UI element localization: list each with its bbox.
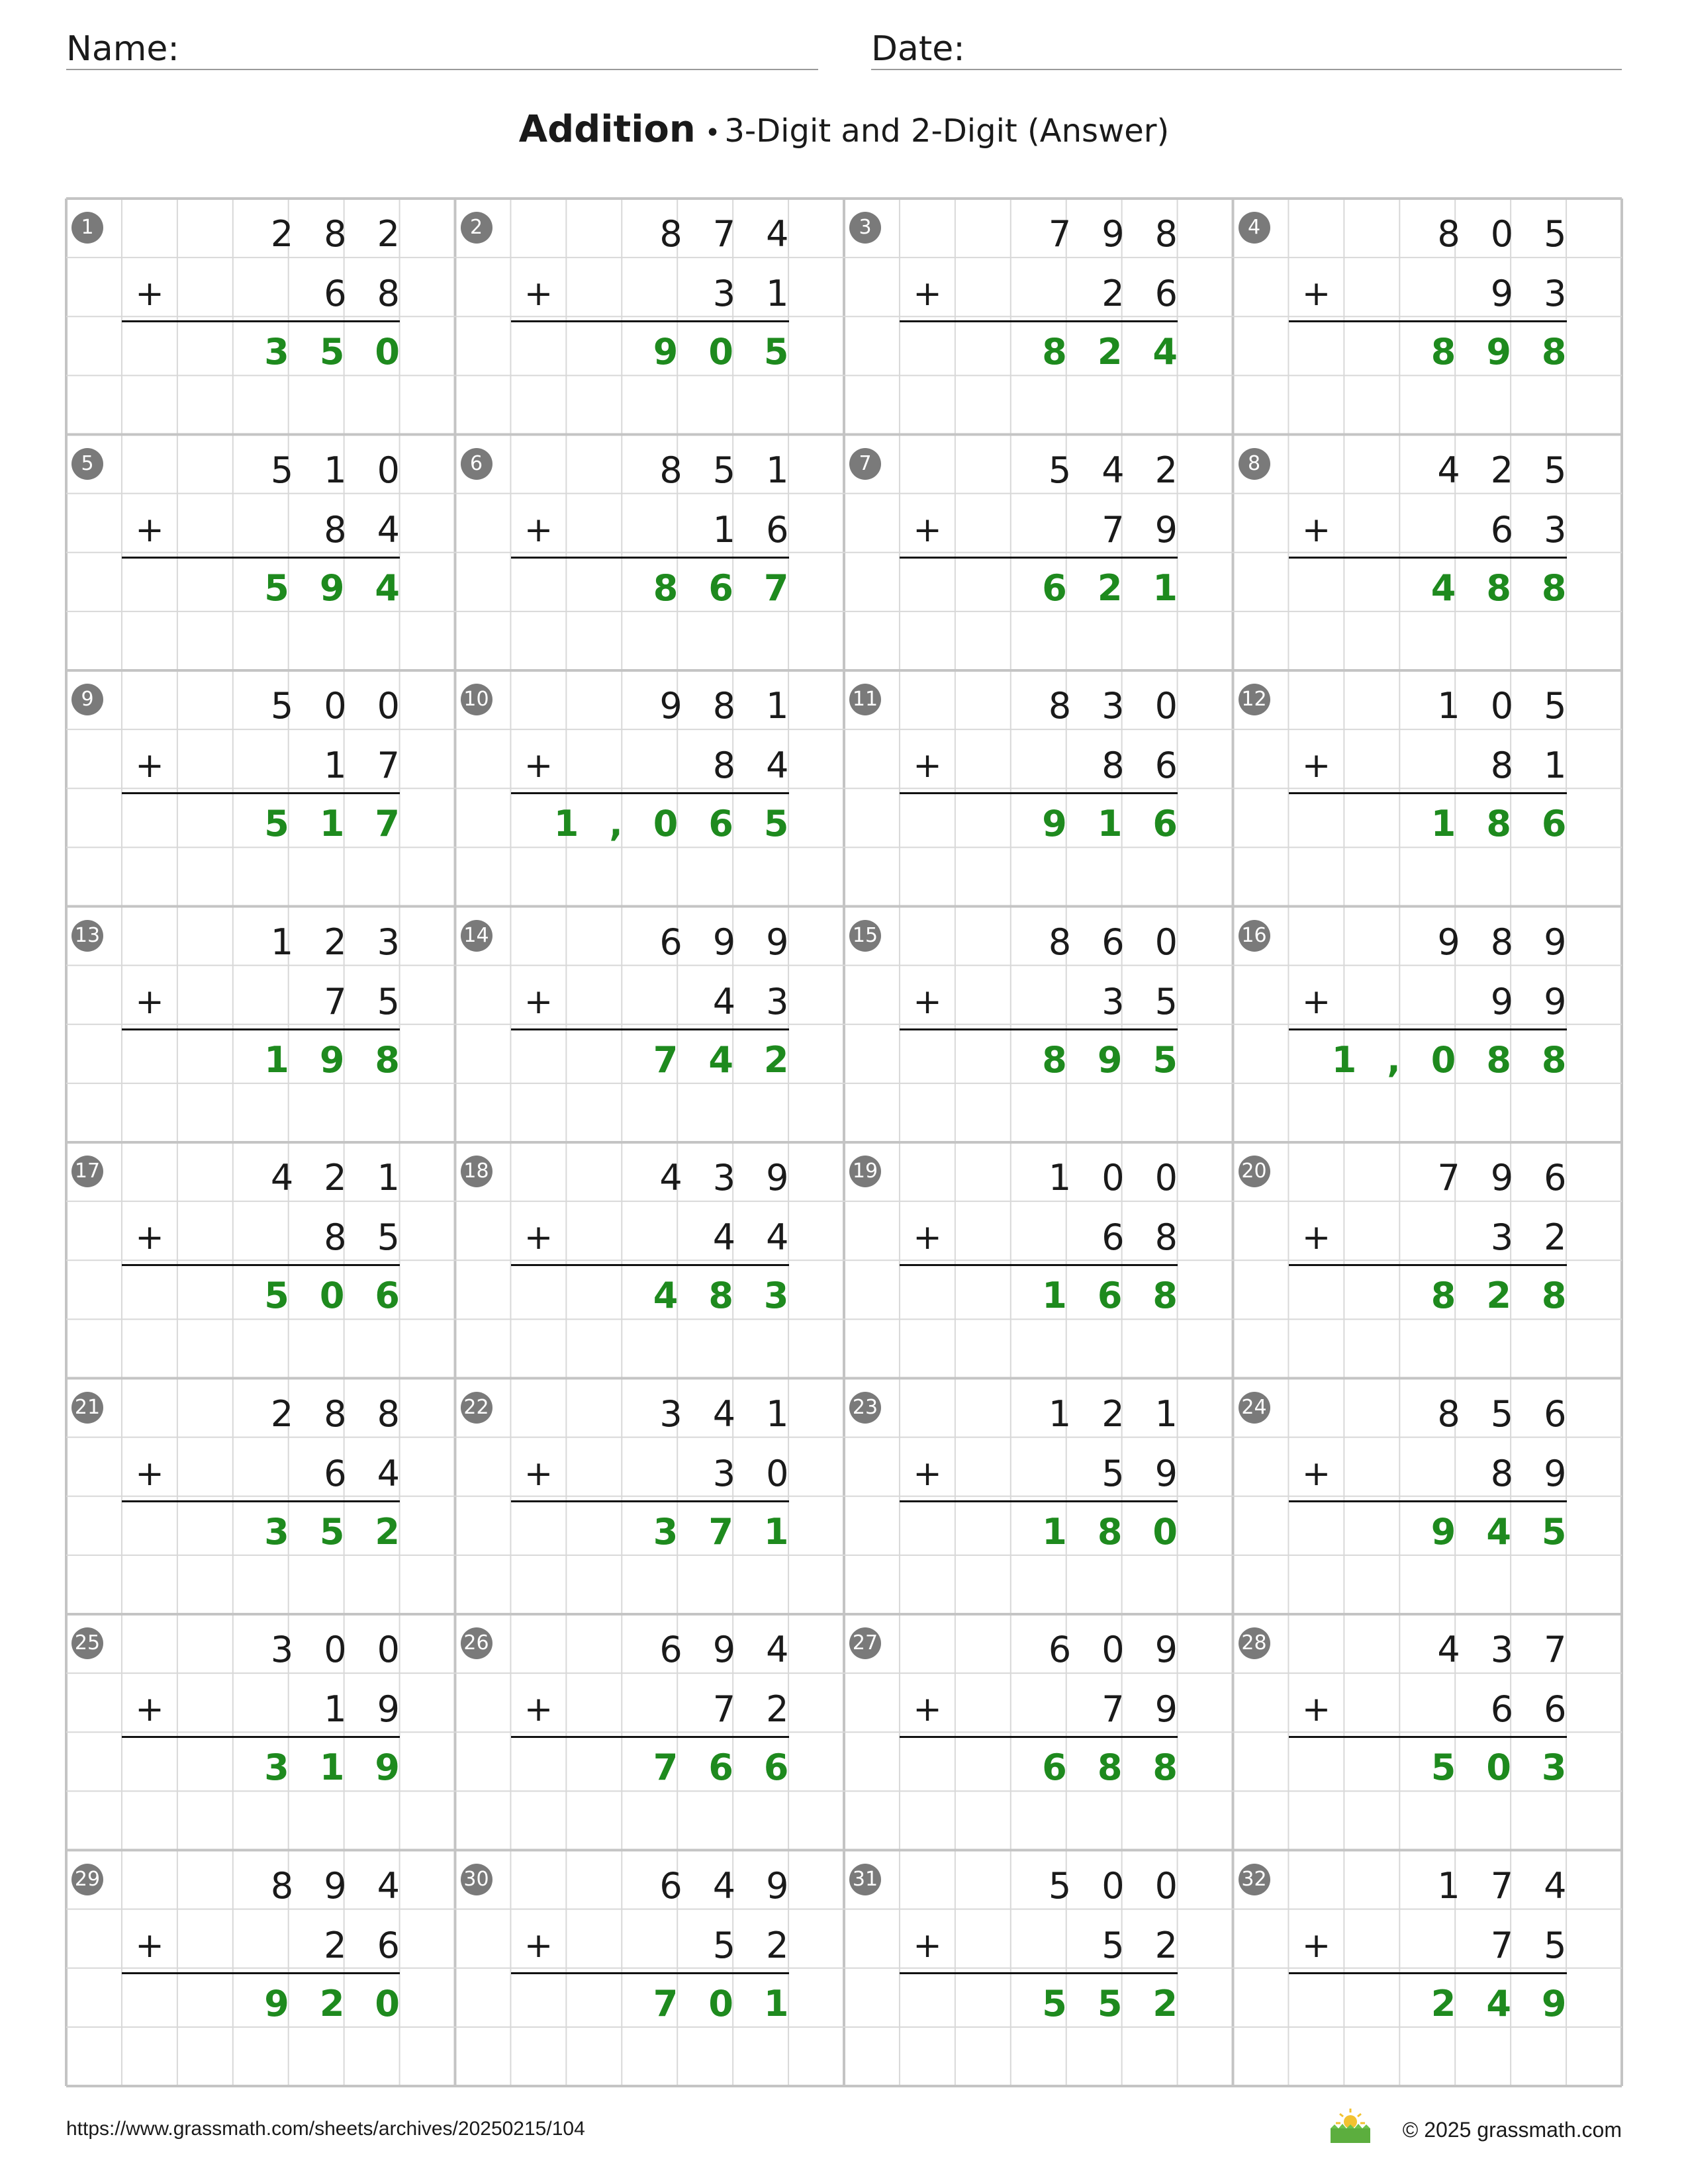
problem-4 xyxy=(1233,199,1622,434)
problem-13 xyxy=(66,907,455,1142)
sum-line xyxy=(1289,1972,1567,1974)
answer: 824 xyxy=(1042,331,1208,373)
answer: 742 xyxy=(653,1038,820,1081)
addend-top: 425 xyxy=(1437,449,1597,491)
addend-top: 609 xyxy=(1048,1629,1208,1670)
footer-url: https://www.grassmath.com/sheets/archives/20250215/104 xyxy=(66,2118,585,2140)
addend-bottom: 84 xyxy=(712,745,820,786)
addend-bottom: 64 xyxy=(324,1452,430,1494)
problem-number-badge: 5 xyxy=(71,448,103,480)
sum-line xyxy=(511,792,789,794)
problem-3 xyxy=(844,199,1233,434)
plus-sign: + xyxy=(913,1690,942,1729)
addend-bottom: 75 xyxy=(324,980,430,1023)
date-label: Date: xyxy=(871,29,965,69)
addend-bottom: 35 xyxy=(1102,980,1208,1023)
problem-number-badge: 24 xyxy=(1239,1392,1270,1424)
addend-top: 894 xyxy=(270,1864,430,1907)
problem-number-badge: 31 xyxy=(849,1864,881,1895)
answer: 828 xyxy=(1430,1275,1597,1316)
problem-number-badge: 18 xyxy=(461,1156,492,1187)
addend-bottom: 75 xyxy=(1490,1924,1597,1966)
problem-23 xyxy=(844,1379,1233,1614)
addend-bottom: 31 xyxy=(712,273,820,314)
addend-top: 421 xyxy=(270,1157,430,1199)
problem-17 xyxy=(66,1142,455,1378)
addend-bottom: 59 xyxy=(1102,1452,1208,1494)
problem-number-badge: 1 xyxy=(71,212,103,244)
answer: 920 xyxy=(264,1982,430,2025)
answer: 506 xyxy=(264,1275,430,1316)
addend-bottom: 81 xyxy=(1490,745,1597,786)
addend-top: 798 xyxy=(1048,213,1208,255)
sum-line xyxy=(122,1028,400,1030)
addend-bottom: 68 xyxy=(324,273,430,314)
grass-sun-logo-icon xyxy=(1328,2105,1373,2144)
problem-number-badge: 15 xyxy=(849,920,881,952)
sum-line xyxy=(511,1264,789,1266)
addend-top: 649 xyxy=(659,1864,820,1907)
sum-line xyxy=(122,1736,400,1738)
sum-line xyxy=(1289,1264,1567,1266)
problem-32 xyxy=(1233,1850,1622,2086)
addend-bottom: 17 xyxy=(324,745,430,786)
sum-line xyxy=(900,792,1178,794)
plus-sign: + xyxy=(135,1690,164,1729)
problem-number-badge: 26 xyxy=(461,1627,492,1659)
plus-sign: + xyxy=(1301,1690,1331,1729)
answer: 483 xyxy=(653,1275,820,1316)
sum-line xyxy=(511,1500,789,1502)
plus-sign: + xyxy=(913,746,942,786)
addend-bottom: 89 xyxy=(1490,1452,1597,1494)
plus-sign: + xyxy=(1301,510,1331,550)
plus-sign: + xyxy=(524,510,553,550)
addend-top: 510 xyxy=(270,449,430,491)
problem-number-badge: 27 xyxy=(849,1627,881,1659)
plus-sign: + xyxy=(135,746,164,786)
plus-sign: + xyxy=(135,1925,164,1966)
plus-sign: + xyxy=(1301,746,1331,786)
plus-sign: + xyxy=(135,1218,164,1257)
problem-29 xyxy=(66,1850,455,2086)
addend-top: 121 xyxy=(1048,1392,1208,1435)
problem-25 xyxy=(66,1614,455,1850)
problem-15 xyxy=(844,907,1233,1142)
problem-24 xyxy=(1233,1379,1622,1614)
sum-line xyxy=(511,1736,789,1738)
addend-bottom: 79 xyxy=(1102,508,1208,551)
addend-bottom: 52 xyxy=(1102,1924,1208,1966)
sum-line xyxy=(1289,792,1567,794)
problem-11 xyxy=(844,670,1233,906)
answer: 168 xyxy=(1042,1275,1208,1316)
addend-bottom: 26 xyxy=(324,1924,430,1966)
sum-line xyxy=(122,1972,400,1974)
sum-line xyxy=(122,557,400,559)
addend-bottom: 63 xyxy=(1490,508,1597,551)
sum-line xyxy=(511,1028,789,1030)
problem-number-badge: 8 xyxy=(1239,448,1270,480)
answer: 552 xyxy=(1042,1982,1208,2025)
plus-sign: + xyxy=(524,1218,553,1257)
sum-line xyxy=(122,320,400,322)
addend-top: 874 xyxy=(659,213,820,255)
problem-number-badge: 30 xyxy=(461,1864,492,1895)
problem-number-badge: 21 xyxy=(71,1392,103,1424)
addend-top: 500 xyxy=(270,685,430,727)
addend-top: 500 xyxy=(1048,1864,1208,1907)
answer: 688 xyxy=(1042,1747,1208,1788)
plus-sign: + xyxy=(135,510,164,550)
answer: 517 xyxy=(264,803,430,844)
plus-sign: + xyxy=(1301,274,1331,314)
sum-line xyxy=(511,1972,789,1974)
problem-28 xyxy=(1233,1614,1622,1850)
problem-6 xyxy=(455,435,845,670)
addend-top: 805 xyxy=(1437,213,1597,255)
problem-number-badge: 19 xyxy=(849,1156,881,1187)
answer: 180 xyxy=(1042,1510,1208,1553)
addend-top: 123 xyxy=(270,921,430,963)
name-label: Name: xyxy=(66,29,179,69)
answer: 621 xyxy=(1042,567,1208,609)
answer: 352 xyxy=(264,1510,430,1553)
addend-bottom: 44 xyxy=(712,1216,820,1258)
sum-line xyxy=(900,1736,1178,1738)
problem-number-badge: 29 xyxy=(71,1864,103,1895)
sum-line xyxy=(900,1500,1178,1502)
addend-top: 989 xyxy=(1437,921,1597,963)
problem-number-badge: 28 xyxy=(1239,1627,1270,1659)
answer: 895 xyxy=(1042,1038,1208,1081)
problem-27 xyxy=(844,1614,1233,1850)
problem-number-badge: 13 xyxy=(71,920,103,952)
plus-sign: + xyxy=(913,1218,942,1257)
problem-16 xyxy=(1233,907,1622,1142)
title-subtitle: 3-Digit and 2-Digit (Answer) xyxy=(724,113,1170,150)
plus-sign: + xyxy=(1301,1925,1331,1966)
addend-top: 100 xyxy=(1048,1157,1208,1199)
problem-10 xyxy=(455,670,845,906)
problem-2 xyxy=(455,199,845,434)
plus-sign: + xyxy=(913,274,942,314)
problem-9 xyxy=(66,670,455,906)
problem-31 xyxy=(844,1850,1233,2086)
addend-top: 542 xyxy=(1048,449,1208,491)
problem-7 xyxy=(844,435,1233,670)
problem-12 xyxy=(1233,670,1622,906)
problem-5 xyxy=(66,435,455,670)
problem-number-badge: 20 xyxy=(1239,1156,1270,1187)
plus-sign: + xyxy=(524,1690,553,1729)
problem-number-badge: 9 xyxy=(71,684,103,715)
sum-line xyxy=(1289,557,1567,559)
problem-19 xyxy=(844,1142,1233,1378)
answer: 905 xyxy=(653,331,820,373)
problem-number-badge: 3 xyxy=(849,212,881,244)
problem-number-badge: 12 xyxy=(1239,684,1270,715)
plus-sign: + xyxy=(1301,981,1331,1022)
answer: 371 xyxy=(653,1510,820,1553)
answer: 945 xyxy=(1430,1510,1597,1553)
addend-bottom: 85 xyxy=(324,1216,430,1258)
answer: 249 xyxy=(1430,1982,1597,2025)
title-separator: • xyxy=(704,118,721,148)
problem-number-badge: 4 xyxy=(1239,212,1270,244)
addend-top: 860 xyxy=(1048,921,1208,963)
answer: 350 xyxy=(264,331,430,373)
problem-number-badge: 7 xyxy=(849,448,881,480)
title-main: Addition xyxy=(518,108,696,151)
problem-number-badge: 22 xyxy=(461,1392,492,1424)
addend-top: 437 xyxy=(1437,1629,1597,1670)
problem-number-badge: 2 xyxy=(461,212,492,244)
problem-22 xyxy=(455,1379,845,1614)
problem-8 xyxy=(1233,435,1622,670)
sum-line xyxy=(122,1264,400,1266)
plus-sign: + xyxy=(913,510,942,550)
addend-top: 174 xyxy=(1437,1864,1597,1907)
plus-sign: + xyxy=(1301,1453,1331,1494)
plus-sign: + xyxy=(1301,1218,1331,1257)
sum-line xyxy=(1289,320,1567,322)
problem-number-badge: 14 xyxy=(461,920,492,952)
problem-number-badge: 6 xyxy=(461,448,492,480)
answer: 1,065 xyxy=(553,803,820,844)
problem-20 xyxy=(1233,1142,1622,1378)
addend-top: 830 xyxy=(1048,685,1208,727)
sum-line xyxy=(900,320,1178,322)
problem-14 xyxy=(455,907,845,1142)
answer: 701 xyxy=(653,1982,820,2025)
sum-line xyxy=(900,1028,1178,1030)
plus-sign: + xyxy=(135,274,164,314)
addend-bottom: 32 xyxy=(1490,1216,1597,1258)
problem-number-badge: 10 xyxy=(461,684,492,715)
plus-sign: + xyxy=(913,1453,942,1494)
addend-bottom: 19 xyxy=(324,1688,430,1730)
addend-top: 981 xyxy=(659,685,820,727)
sum-line xyxy=(122,1500,400,1502)
plus-sign: + xyxy=(913,1925,942,1966)
plus-sign: + xyxy=(524,274,553,314)
sum-line xyxy=(900,557,1178,559)
addend-top: 300 xyxy=(270,1629,430,1670)
plus-sign: + xyxy=(135,981,164,1022)
problem-number-badge: 32 xyxy=(1239,1864,1270,1895)
answer: 488 xyxy=(1430,567,1597,609)
plus-sign: + xyxy=(135,1453,164,1494)
addend-top: 282 xyxy=(270,213,430,255)
plus-sign: + xyxy=(524,981,553,1022)
answer: 319 xyxy=(264,1747,430,1788)
addend-top: 694 xyxy=(659,1629,820,1670)
plus-sign: + xyxy=(913,981,942,1022)
footer-copyright: © 2025 grassmath.com xyxy=(1402,2118,1622,2142)
answer: 594 xyxy=(264,567,430,609)
plus-sign: + xyxy=(524,1925,553,1966)
problem-26 xyxy=(455,1614,845,1850)
problem-number-badge: 11 xyxy=(849,684,881,715)
sum-line xyxy=(900,1972,1178,1974)
addend-bottom: 43 xyxy=(712,980,820,1023)
answer: 186 xyxy=(1430,803,1597,844)
sum-line xyxy=(1289,1028,1567,1030)
addend-top: 288 xyxy=(270,1392,430,1435)
answer: 867 xyxy=(653,567,820,609)
answer: 766 xyxy=(653,1747,820,1788)
problem-number-badge: 23 xyxy=(849,1392,881,1424)
answer: 1,088 xyxy=(1331,1038,1597,1081)
sum-line xyxy=(1289,1736,1567,1738)
addend-bottom: 68 xyxy=(1102,1216,1208,1258)
addend-top: 796 xyxy=(1437,1157,1597,1199)
answer: 503 xyxy=(1430,1747,1597,1788)
addend-bottom: 26 xyxy=(1102,273,1208,314)
addend-bottom: 52 xyxy=(712,1924,820,1966)
problem-1 xyxy=(66,199,455,434)
sum-line xyxy=(900,1264,1178,1266)
addend-bottom: 79 xyxy=(1102,1688,1208,1730)
addend-top: 341 xyxy=(659,1392,820,1435)
addend-bottom: 66 xyxy=(1490,1688,1597,1730)
problem-number-badge: 25 xyxy=(71,1627,103,1659)
sum-line xyxy=(1289,1500,1567,1502)
problem-number-badge: 16 xyxy=(1239,920,1270,952)
sum-line xyxy=(122,792,400,794)
addend-top: 105 xyxy=(1437,685,1597,727)
sum-line xyxy=(511,320,789,322)
addend-top: 699 xyxy=(659,921,820,963)
problem-number-badge: 17 xyxy=(71,1156,103,1187)
sum-line xyxy=(511,557,789,559)
problem-sheet xyxy=(66,199,1622,2086)
problem-18 xyxy=(455,1142,845,1378)
addend-bottom: 93 xyxy=(1490,273,1597,314)
problem-30 xyxy=(455,1850,845,2086)
addend-bottom: 30 xyxy=(712,1452,820,1494)
answer: 898 xyxy=(1430,331,1597,373)
addend-top: 439 xyxy=(659,1157,820,1199)
addend-bottom: 99 xyxy=(1490,980,1597,1023)
plus-sign: + xyxy=(524,1453,553,1494)
answer: 198 xyxy=(264,1038,430,1081)
addend-bottom: 86 xyxy=(1102,745,1208,786)
addend-top: 856 xyxy=(1437,1392,1597,1435)
problem-21 xyxy=(66,1379,455,1614)
addend-bottom: 72 xyxy=(712,1688,820,1730)
addend-bottom: 16 xyxy=(712,508,820,551)
addend-top: 851 xyxy=(659,449,820,491)
plus-sign: + xyxy=(524,746,553,786)
addend-bottom: 84 xyxy=(324,508,430,551)
answer: 916 xyxy=(1042,803,1208,844)
